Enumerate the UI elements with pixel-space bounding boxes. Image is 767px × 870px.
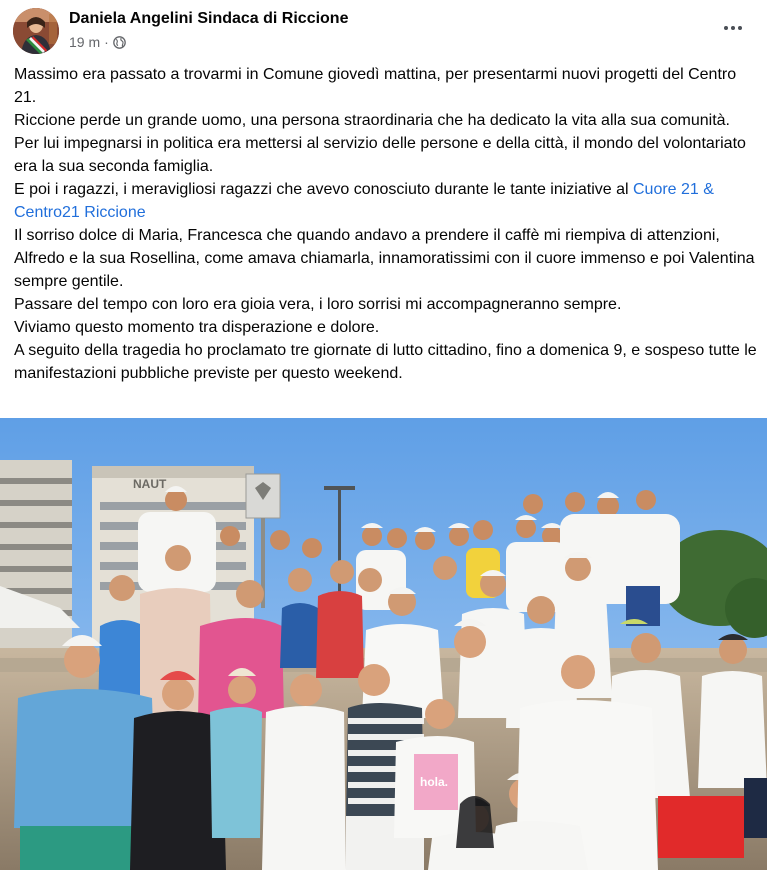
post-paragraph: Per lui impegnarsi in politica era mettersi al servizio delle persone e della città, il mondo del volontariato era la sua seconda famiglia. (14, 135, 746, 175)
shirt-text: hola. (420, 775, 449, 789)
post-meta (69, 34, 126, 50)
author-avatar[interactable] (13, 8, 59, 54)
author-name[interactable]: Daniela Angelini Sindaca di Riccione (69, 10, 349, 27)
globe-icon[interactable] (113, 36, 126, 49)
post-paragraph: Viviamo questo momento tra disperazione e dolore. (14, 319, 380, 336)
post-paragraph: Massimo era passato a trovarmi in Comune giovedì mattina, per presentarmi nuovi progetti del Centro 21. (14, 66, 737, 106)
meta-separator: · (104, 34, 109, 50)
post-text (14, 63, 759, 385)
post-header (0, 0, 767, 60)
group-photo (0, 418, 767, 870)
link-paragraph-text: E poi i ragazzi, i meravigliosi ragazzi che avevo conosciuto durante le tante iniziative al (14, 181, 633, 198)
profile-avatar-icon (13, 8, 59, 54)
post-paragraph: Il sorriso dolce di Maria, Francesca che quando andavo a prendere il caffè mi riempiva di attenzioni, Alfredo e la sua Rosellina, come amava chiamarla, innamoratissimi con il cuore immenso e poi Valentina sempre gentile. (14, 227, 755, 290)
page-tag-link[interactable]: Cuore 21 & Centro21 Riccione (14, 181, 714, 221)
post-paragraph-with-link (14, 178, 759, 224)
post-photo[interactable] (0, 418, 767, 870)
building-sign: NAUT (133, 477, 167, 491)
post-time[interactable]: 19 m (69, 34, 101, 50)
more-dots-icon[interactable] (717, 14, 749, 42)
left-building (0, 460, 72, 660)
post-paragraph: Riccione perde un grande uomo, una persona straordinaria che ha dedicato la vita alla sua comunità. (14, 112, 730, 129)
post-paragraph: Passare del tempo con loro era gioia vera, i loro sorrisi mi accompagneranno sempre. (14, 296, 622, 313)
post-paragraph: A seguito della tragedia ho proclamato tre giornate di lutto cittadino, fino a domenica 9, e sospeso tutte le manifestazioni pubbliche previste per questo weekend. (14, 342, 757, 382)
